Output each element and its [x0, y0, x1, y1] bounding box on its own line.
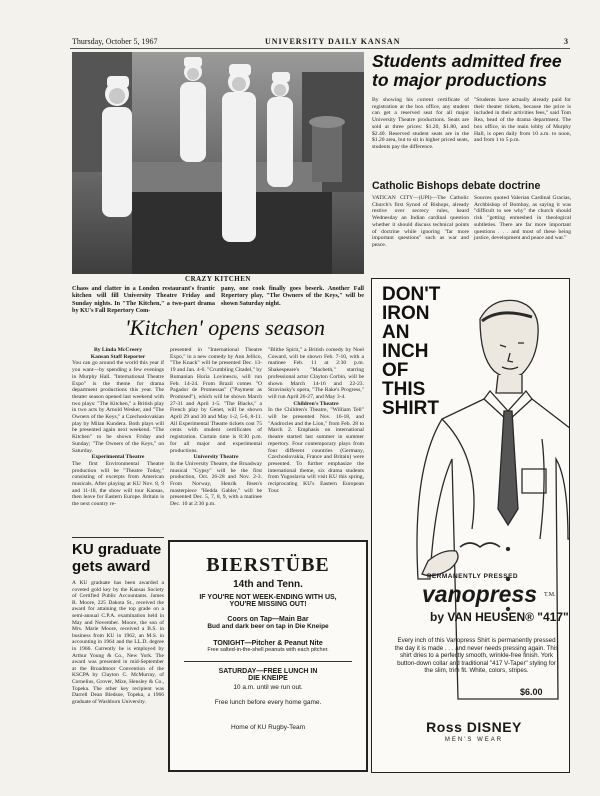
bierstube-home: Home of KU Rugby-Team: [230, 724, 306, 731]
bierstube-address: 14th and Tenn.: [233, 579, 303, 590]
bierstube-coors: Coors on Tap—Main Bar: [227, 616, 309, 623]
students-article-col1: By showing his current certificate of registration at the box office, any student can get a reserved seat for all major University Theatre productions. Seats are sold at three prices: $1.20, $1.80, and $2.40. Reserved student seats are in the $1.20 area, but to sit in higher priced seats, students pay the difference.: [372, 97, 469, 150]
bierstube-kneipe: DIE KNEIPE: [248, 675, 288, 682]
kitchen-col2b-text: In the University Theatre, the Broadway musical "Gypsy" will be the first production, Oct. 26-28 and Nov. 2-3. From Norway, Henrik Ibsen's masterpiece "Hedda Gabler," will be presented Dec. 5, 7, 8, 9, with a matinee Dec. 10 at 2:30 p.m.: [170, 460, 262, 508]
kitchen-headline: 'Kitchen' opens season: [124, 315, 326, 340]
van-headline: DON'T IRON AN INCH OF THIS SHIRT: [382, 284, 441, 419]
ross-disney-logo: Ross DISNEY: [426, 719, 522, 735]
bierstube-runout: 10 a.m. until we run out.: [233, 684, 303, 691]
van-body-copy: Every inch of this Vanopress Shirt is permanently pressed the day it is made . . . and never needs pressing again. This shirt dries to a perfectly smooth, wrinkle-free finish. York button-down collar and traditional "417 V-Taper" styling for the slim, trim fit. White, colors, stripes.: [394, 637, 559, 675]
photo-caption-right: pany, one cook finally goes beserk. Another Fall Repertory play, "The Owners of the Keys," will be shown Saturday night.: [221, 285, 364, 307]
kitchen-col3: [268, 347, 364, 494]
photo-caption-left: Chaos and clatter in a London restaurant's frantic kitchen will fill University Theatre Friday and Sunday nights. In "The Kitchen," a two-part drama by KU's Fall Repertory Com-: [72, 285, 215, 315]
kitchen-col2-text: presented in "International Theatre Expo," in a new comedy by Ann Jellico, "The Knack" will be presented Dec. 13-19 and Jan. 4-6. "Crumbling Citadel," by Rumanian Horia Lovinescu, will run Feb. 14-24. From Brazil comes "O Pagador de Promessas" ("Payment as Promised"), which will be shown March 27-31 and April 1-5. "The Blacks," a French play by Genet, will be shown April 29 and 30 and May 1-2, 5-6, 8-11. All Experimental Theatre tickets cost 75 cents with student certificates of registration. Curtain time is 8:30 p.m. for all major and experimental productions.: [170, 347, 262, 454]
bierstube-name: BIERSTÜBE: [206, 554, 330, 576]
kitchen-col2: [170, 347, 262, 508]
kitchen-col3-text: "Blithe Spirit," a British comedy by Noel Coward, will be shown Feb. 7-10, with a matinee Feb. 11 at 2:30 p.m. Shakespeare's "Macbeth," starring professional actor Clayton Corbin, will be shown March 14-16 and 22-23. Stravinsky's opera, "The Rake's Progress," will run April 26-27, and May 3-4.: [268, 347, 364, 400]
students-headline: Students admitted free to major productions: [372, 51, 562, 90]
masthead-paper-name: UNIVERSITY DAILY KANSAN: [265, 37, 401, 46]
van-brand-tm: T.M.: [544, 592, 556, 598]
kitchen-col1: [72, 347, 164, 508]
bierstube-bud: Bud and dark beer on tap in Die Kneipe: [207, 623, 329, 630]
graduate-top-rule: [72, 537, 164, 538]
kitchen-photo-image: [72, 52, 364, 274]
bishops-headline: Catholic Bishops debate doctrine: [372, 180, 541, 192]
ross-disney-subtitle: MEN'S WEAR: [444, 737, 504, 743]
masthead: [70, 37, 570, 49]
kitchen-col1-text: You can go around the world this year if you want—by spending a few evenings in Murphy Hall. "International Theatre Expo" is the theme for drama department productions this year. The theater season opened last weekend with two plays: "The Kitchen," a British play in two acts by Arnold Wesker, and "The Owners of the Keys," a Czechoslovakian play by Milan Kundera. Both plays will be presented again next weekend. "The Kitchen" to be shown Friday and Sunday; "The Owners of the Keys," on Saturday.: [72, 360, 164, 454]
bierstube-peanuts: Free salted-in-the-shell peanuts with each pitcher.: [207, 647, 329, 653]
masthead-page-number: 3: [564, 37, 568, 46]
van-brand: vanopress: [422, 581, 538, 607]
kitchen-subhead-experimental: Experimental Theatre: [91, 454, 145, 461]
kitchen-col1b-text: The first Environmental Theatre production will be "Theatre Today," consisting of excerpts from American musicals. After playing at KU Nov. 8, 9 and 11-18, the show will tour Kansas, then leave for Eastern Europe. Britain is the next country re-: [72, 460, 164, 508]
photo-title: CRAZY KITCHEN: [185, 275, 251, 283]
bierstube-divider: [184, 661, 352, 662]
van-price: $6.00: [520, 687, 543, 697]
graduate-headline: KU graduate gets award: [72, 541, 162, 575]
bierstube-tonight: TONIGHT—Pitcher & Peanut Nite: [213, 640, 323, 647]
kitchen-byline: By Linda McCreery: [93, 347, 143, 353]
kitchen-photo: [72, 52, 364, 274]
kitchen-subhead-children: Children's Theatre: [293, 400, 339, 407]
students-article-col2: "Students have actually already paid for their theater tickets, because the price is included in their activities fees," said Tom Rea, head of the drama department. The box office, in the main lobby of Murphy Hall, is open daily from 10 a.m. to noon, and from 1 to 5 p.m.: [474, 97, 571, 144]
bierstube-saturday: SATURDAY—FREE LUNCH IN: [218, 668, 318, 675]
bierstube-freelunch: Free lunch before every home game.: [214, 699, 322, 706]
van-perm-label: PERMANENTLY PRESSED: [427, 573, 519, 580]
graduate-article: A KU graduate has been awarded a coveted gold key by the Kansas Society of Certified Public Accountants. James R. Moore, 225 Dakota St., received the award for attaining the top grade on a semi-annual C.P.A. examination held in May and November. Moore, the son of Mrs. Marie Moore, received a B.S. in business from KU in 1962, an M.S. in accounting in 1964 and the LL.D. degree in 1966. Currently he is employed by Arthur Young & Co., New York. The award was presented in mid-September at the Broadmoor Convention of the KSCPA by Clayton C. McMurray, of Cornelius, Grover, Mize, Hensley & Co., Topeka. The other key recipient was Darrell Dean Bledsoe, Topeka, a 1966 graduate of Washburn University.: [72, 580, 164, 705]
bishops-article-col1: VATICAN CITY—(UPI)—The Catholic Church's first Synod of Bishops, already restive over secrecy rules, heard Wednesday an Indian cardinal question whether it should discuss technical points of doctrine while ignoring "far more important questions" such as war and peace.: [372, 195, 469, 248]
bierstube-line2: YOU'RE MISSING OUT!: [229, 601, 307, 608]
van-heusen-byline: by VAN HEUSEN® "417": [430, 610, 569, 624]
kitchen-col3b-text: In the Children's Theatre, "William Tell" will be presented Nov. 16-18, and "Androcles and the Lion," from Feb. 28 to March 2. Emphasis on international theatre started last summer in summer repertory. Four contemporary plays from four different countries (Germany, Czechoslovakia, France and Britain) were presented. To further emphasize the international theme, six drama students from Yugoslavia will visit KU this spring, reciprocating KU's Eastern European Tour.: [268, 407, 364, 494]
bishops-article-col2: Sources quoted Valerian Cardinal Gracias, Archbishop of Bombay, as saying it was "difficult to see why" the church should risk "getting enmeshed in theological subtleties. There are far more important questions . . . and most of these being justice, development and peace and war.": [474, 195, 571, 242]
bierstube-ad: [168, 540, 368, 772]
bierstube-line1: IF YOU'RE NOT WEEK-ENDING WITH US,: [199, 594, 337, 601]
kitchen-subhead-university: University Theatre: [193, 454, 239, 461]
kitchen-byline-role: Kansan Staff Reporter: [90, 353, 146, 360]
masthead-date: Thursday, October 5, 1967: [72, 37, 158, 46]
